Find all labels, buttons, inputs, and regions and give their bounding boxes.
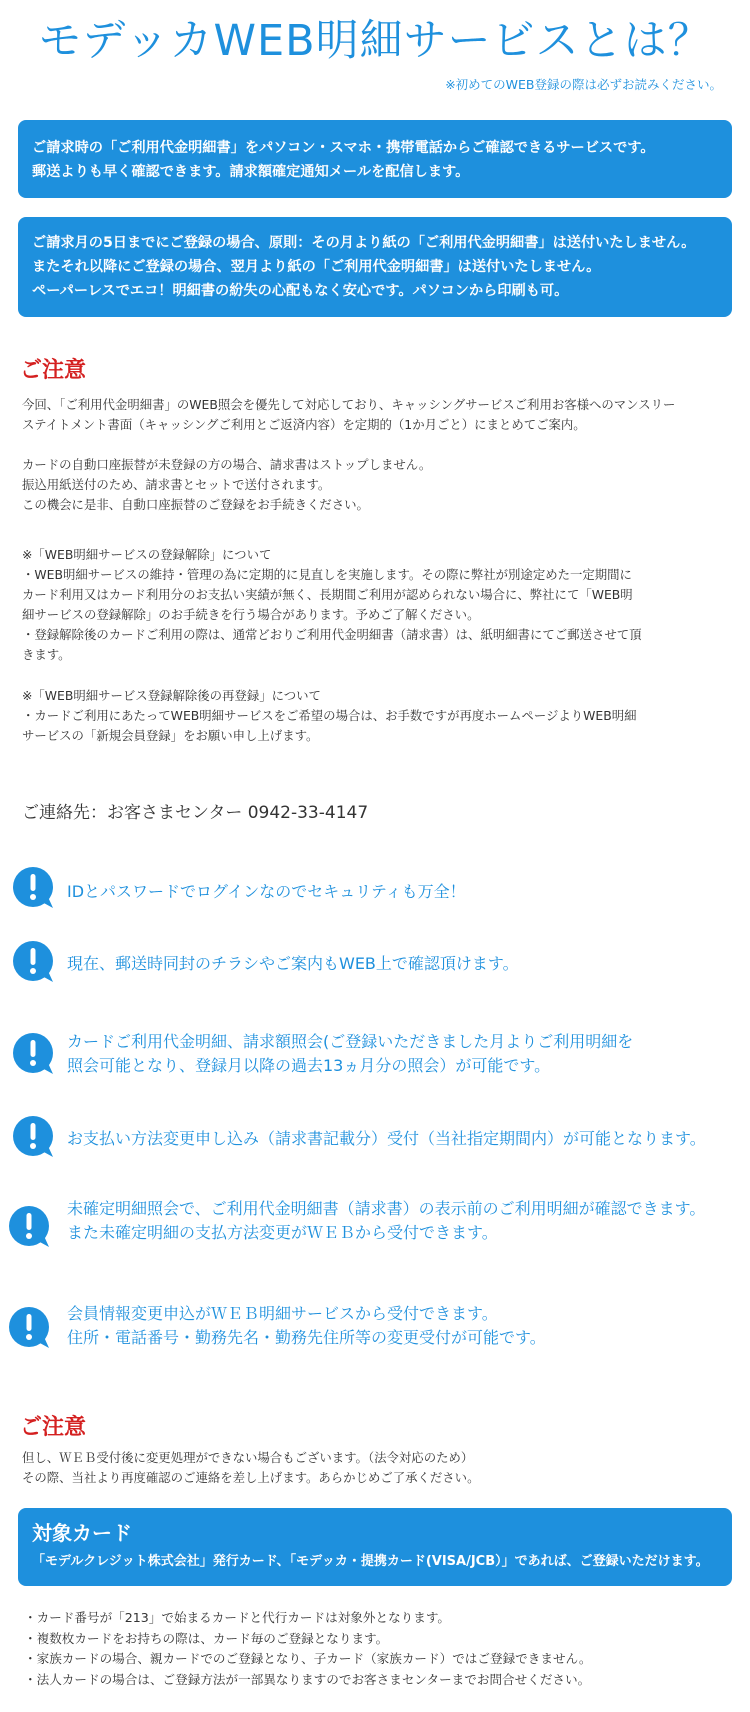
- text-line: ※「WEB明細サービス登録解除後の再登録」について: [22, 688, 321, 703]
- feature-line: 現在、郵送時同封のチラシやご案内もWEB上で確認頂けます。: [67, 954, 519, 973]
- feature-text: [67, 952, 519, 976]
- text-line: きます。: [22, 647, 71, 662]
- feature-text: [67, 1302, 546, 1350]
- exclamation-bubble-icon: [12, 866, 56, 910]
- text-line: 細サービスの登録解除」のお手続きを行う場合があります。予めご了解ください。: [22, 607, 480, 622]
- text-line: ステイトメント書面（キャッシングご利用とご返済内容）を定期的（1か月ごと）にまとめてご案内。: [22, 417, 586, 432]
- exclamation-bubble-icon: [8, 1306, 52, 1350]
- intro-box-2-line: ご請求月の5日までにご登録の場合、原則：その月より紙の「ご利用代金明細書」は送付いたしません。: [32, 235, 696, 251]
- list-item: ・複数枚カードをお持ちの際は、カード毎のご登録となります。: [24, 1630, 389, 1646]
- text-line: この機会に是非、自動口座振替のご登録をお手続きください。: [22, 497, 369, 512]
- intro-box-2-line: またそれ以降にご登録の場合、翌月より紙の「ご利用代金明細書」は送付いたしません。: [32, 259, 601, 275]
- feature-line: また未確定明細の支払方法変更がＷＥＢから受付できます。: [67, 1223, 498, 1242]
- intro-box-2: [18, 217, 732, 317]
- feature-text: [67, 1197, 705, 1245]
- text-line: カード利用又はカード利用分のお支払い実績が無く、長期間ご利用が認められない場合に、弊社にて「WEB明: [22, 587, 633, 602]
- feature-line: 照会可能となり、登録月以降の過去13ヵ月分の照会）が可能です。: [67, 1056, 551, 1075]
- target-card-notes: [24, 1608, 591, 1690]
- intro-box-1-line: 郵送よりも早く確認できます。請求額確定通知メールを配信します。: [32, 164, 470, 180]
- text-line: サービスの「新規会員登録」をお願い申し上げます。: [22, 728, 319, 743]
- target-card-title: 対象カード: [32, 1521, 132, 1545]
- caution-heading: ご注意: [20, 358, 87, 383]
- feature-line: お支払い方法変更申し込み（請求書記載分）受付（当社指定期間内）が可能となります。: [67, 1129, 706, 1148]
- feature-text: [67, 1127, 706, 1151]
- text-line: ※「WEB明細サービスの登録解除」について: [22, 547, 272, 562]
- intro-box-2-line: ペーパーレスでエコ！明細書の紛失の心配もなく安心です。パソコンから印刷も可。: [32, 283, 569, 299]
- list-item: ・家族カードの場合、親カードでのご登録となり、子カード（家族カード）ではご登録できません。: [24, 1651, 592, 1666]
- caution-paragraph-3: [22, 545, 730, 665]
- list-item: ・カード番号が「213」で始まるカードと代行カードは対象外となります。: [24, 1610, 451, 1625]
- text-line: 振込用紙送付のため、請求書とセットで送付されます。: [22, 477, 331, 492]
- exclamation-bubble-icon: [8, 1205, 52, 1249]
- text-line: ・WEB明細サービスの維持・管理の為に定期的に見直しを実施します。その際に弊社が別途定めた一定期間に: [22, 567, 632, 582]
- text-line: カードの自動口座振替が未登録の方の場合、請求書はストップしません。: [22, 457, 432, 472]
- caution-paragraph-2: [22, 455, 730, 515]
- exclamation-bubble-icon: [12, 940, 56, 984]
- target-card-description: 「モデルクレジット株式会社」発行カード、「モデッカ・提携カード(VISA/JCB）」であれば、ご登録いただけます。: [32, 1554, 709, 1569]
- intro-box-1: [18, 120, 732, 198]
- intro-box-1-line: ご請求時の「ご利用代金明細書」をパソコン・スマホ・携帯電話からご確認できるサービスです。: [32, 140, 655, 156]
- feature-line: 未確定明細照会で、ご利用代金明細書（請求書）の表示前のご利用明細が確認できます。: [67, 1199, 706, 1218]
- caution-heading: ご注意: [20, 1415, 87, 1440]
- exclamation-bubble-icon: [12, 1115, 56, 1159]
- target-card-box: [18, 1508, 732, 1586]
- text-line: 今回、「ご利用代金明細書」のWEB照会を優先して対応しており、キャッシングサービスご利用お客様へのマンスリー: [22, 397, 676, 412]
- feature-line: カードご利用代金明細、請求額照会(ご登録いただきました月よりご利用明細を: [67, 1032, 634, 1051]
- text-line: その際、当社より再度確認のご連絡を差し上げます。あらかじめご了承ください。: [22, 1470, 480, 1485]
- contact-info: ご連絡先：お客さまセンター 0942-33-4147: [22, 803, 369, 823]
- list-item: ・法人カードの場合は、ご登録方法が一部異なりますのでお客さまセンターまでお問合せください。: [24, 1671, 591, 1687]
- feature-text: [67, 880, 466, 904]
- text-line: ・登録解除後のカードご利用の際は、通常どおりご利用代金明細書（請求書）は、紙明細書にてご郵送させて頂: [22, 627, 642, 642]
- feature-line: 会員情報変更申込がＷＥＢ明細サービスから受付できます。: [67, 1304, 498, 1323]
- exclamation-bubble-icon: [12, 1032, 56, 1076]
- caution-paragraph-1: [22, 395, 730, 435]
- caution-paragraph: [22, 1448, 730, 1488]
- page-title: モデッカWEB明細サービスとは？: [38, 16, 712, 66]
- text-line: ・カードご利用にあたってWEB明細サービスをご希望の場合は、お手数ですが再度ホームページよりWEB明細: [22, 708, 637, 723]
- registration-note: ※初めてのWEB登録の際は必ずお読みください。: [445, 77, 722, 92]
- caution-paragraph-4: [22, 686, 730, 746]
- feature-line: IDとパスワードでログインなのでセキュリティも万全！: [67, 882, 466, 901]
- feature-text: [67, 1030, 633, 1078]
- text-line: 但し、ＷＥＢ受付後に変更処理ができない場合もございます。（法令対応のため）: [22, 1450, 474, 1465]
- feature-line: 住所・電話番号・勤務先名・勤務先住所等の変更受付が可能です。: [67, 1328, 546, 1347]
